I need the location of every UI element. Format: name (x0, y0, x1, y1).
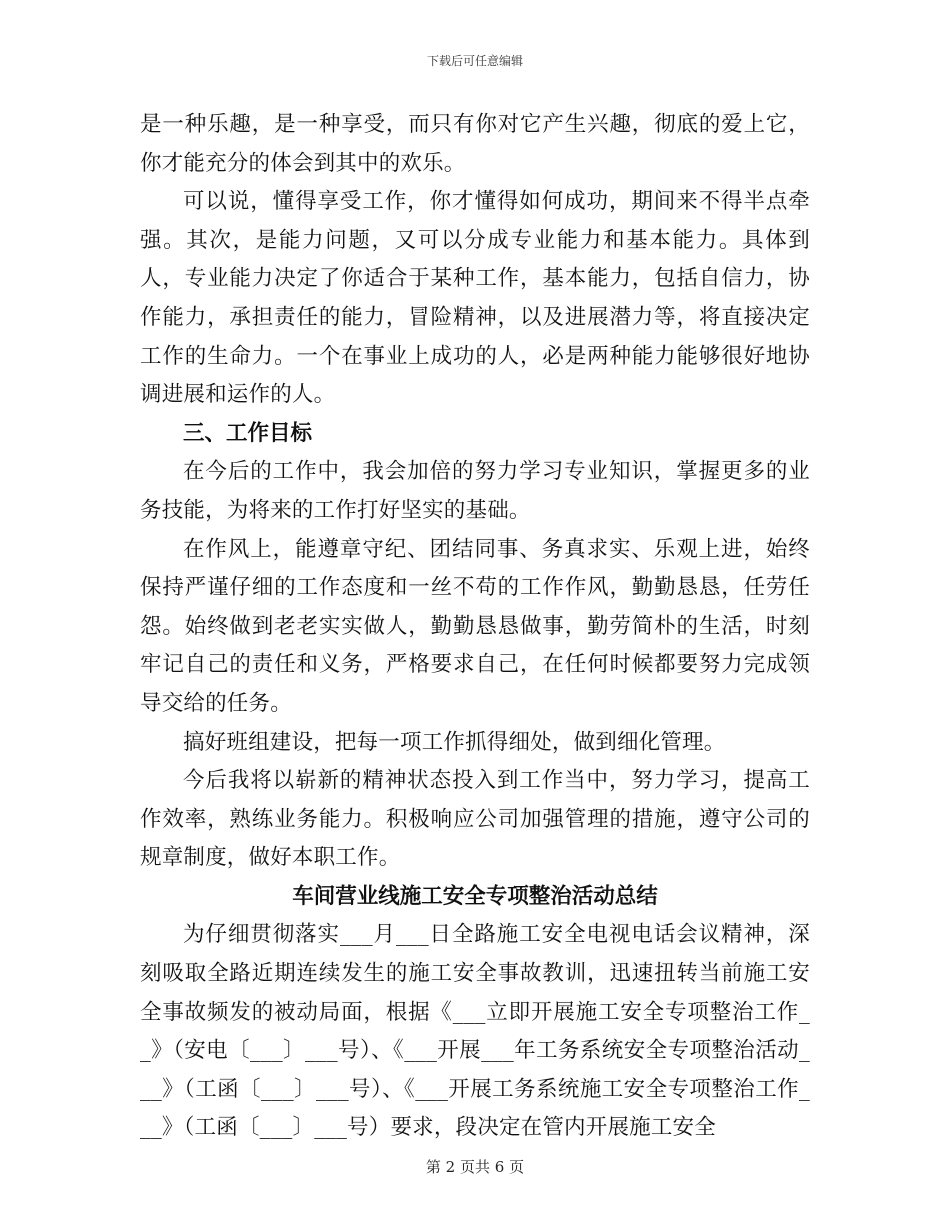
paragraph-abilities: 可以说，懂得享受工作，你才懂得如何成功，期间来不得半点牵强。其次，是能力问题，又可以分成专业能力和基本能力。具体到人，专业能力决定了你适合于某种工作，基本能力，包括自信力，协作能力，承担责任的能力，冒险精神，以及进展潜力等，将直接决定工作的生命力。一个在事业上成功的人，必是两种能力能够很好地协调进展和运作的人。 (140, 189, 810, 408)
document-body (140, 106, 810, 1148)
paragraph-study-plan: 在今后的工作中，我会加倍的努力学习专业知识，掌握更多的业务技能，为将来的工作打好坚实的基础。 (140, 459, 810, 523)
paragraph-safety-campaign: 为仔细贯彻落实___月___日全路施工安全电视电话会议精神，深刻吸取全路近期连续发生的施工安全事故教训，迅速扭转当前施工安全事故频发的被动局面，根据《___立即开展施工安全专项整治工作__》（安电〔___〕___号）、《___开展___年工务系统安全专项整治活动___》（工函〔___〕___号）、《___开展工务系统施工安全专项整治工作___》（工函〔___〕___号）要求，段决定在管内开展施工安全 (140, 922, 810, 1141)
paragraph-future-commitment: 今后我将以崭新的精神状态投入到工作当中，努力学习，提高工作效率，熟练业务能力。积极响应公司加强管理的措施，遵守公司的规章制度，做好本职工作。 (140, 768, 810, 871)
page-number: 第 2 页共 6 页 (425, 1158, 525, 1176)
article-title: 车间营业线施工安全专项整治活动总结 (292, 883, 658, 909)
paragraph-continuation: 是一种乐趣，是一种享受，而只有你对它产生兴趣，彻底的爱上它，你才能充分的体会到其中的欢乐。 (140, 112, 810, 176)
paragraph-work-style: 在作风上，能遵章守纪、团结同事、务真求实、乐观上进，始终保持严谨仔细的工作态度和一丝不苟的工作作风，勤勤恳恳，任劳任怨。始终做到老老实实做人，勤勤恳恳做事，勤劳简朴的生活，时刻牢记自己的责任和义务，严格要求自己，在任何时候都要努力完成领导交给的任务。 (140, 536, 810, 716)
page-header: 下载后可任意编辑 (426, 54, 523, 68)
section-heading-work-goals: 三、工作目标 (183, 420, 313, 446)
paragraph-team-building: 搞好班组建设，把每一项工作抓得细处，做到细化管理。 (183, 729, 726, 755)
